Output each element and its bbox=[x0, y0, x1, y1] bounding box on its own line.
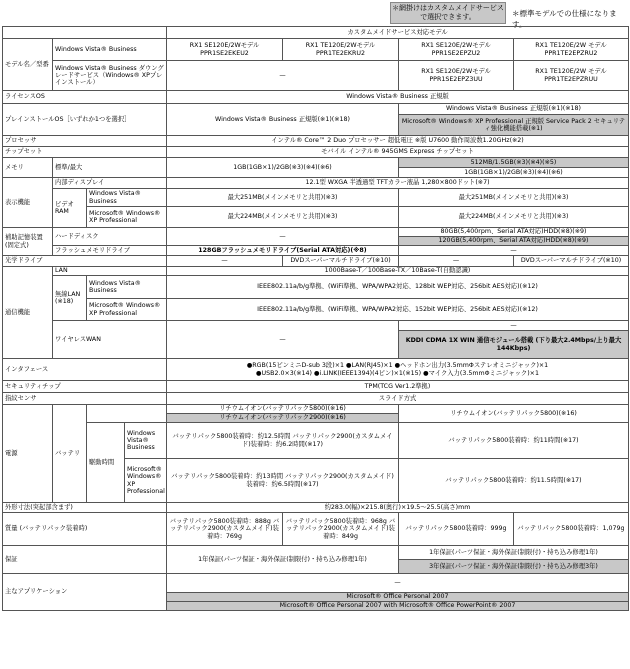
lan-value: 1000Base-T／100Base-TX／10Base-T(自動認識) bbox=[167, 267, 629, 276]
dimensions-value: 約283.0(幅)×215.8(奥行)×19.5〜25.5(高さ)mm bbox=[167, 503, 629, 513]
battery-spacer bbox=[87, 405, 167, 423]
processor-value: インテル® Core™ 2 Duo プロセッサー 超低電圧 ※版 U7600 動作周波数1.20GHz(※2) bbox=[167, 136, 629, 147]
runtime-xp-left: バッテリパック5800装着時：約13時間 バッテリパック2900(カスタムメイド)装着時：約6.5時間(※17) bbox=[167, 459, 399, 503]
vram-xp-right: 最大224MB(メインメモリと共用)(※3) bbox=[399, 207, 629, 228]
wlan-vista-label: Windows Vista® Business bbox=[87, 276, 167, 299]
preinstall-right-vista: Windows Vista® Business 正規版(※1)(※18) bbox=[399, 104, 629, 115]
flash-left: 128GBフラッシュメモリドライブ(Serial ATA対応)(※8) bbox=[167, 246, 399, 256]
interface-line-2: ●USB2.0×3(※14) ●i.LINK(IEEE1394)(4ピン)×1(※15) ●マイク入力(3.5mmΦミニジャック)×1 bbox=[256, 369, 539, 377]
header-spacer bbox=[3, 27, 167, 39]
wwan-label: ワイヤレスWAN bbox=[53, 321, 167, 359]
battery-left-5800: リチウムイオン(バッテリパック5800)(※16) bbox=[167, 405, 399, 414]
runtime-vista-left: バッテリパック5800装着時：約12.5時間 バッテリパック2900(カスタムメイド)装着時：約6.2時間(※17) bbox=[167, 423, 399, 459]
optical-label: 光学ドライブ bbox=[3, 256, 167, 267]
security-value: TPM(TCG Ver1.2準拠) bbox=[167, 381, 629, 393]
processor-label: プロセッサ bbox=[3, 136, 167, 147]
security-label: セキュリティチップ bbox=[3, 381, 167, 393]
runtime-xp-right: バッテリパック5800装着時：約11.5時間(※17) bbox=[399, 459, 629, 503]
wlan-vista-value: IEEE802.11a/b/g準拠、(WiFi準拠、WPA/WPA2対応、128bit WEP対応、256bit AES対応)(※12) bbox=[167, 276, 629, 299]
apps-label: 主なアプリケーション bbox=[3, 574, 167, 611]
optical-cell: — bbox=[167, 256, 283, 267]
warranty-left: 1年保証(パーツ保証・海外保証(制限付)・持ち込み修理1年) bbox=[167, 546, 399, 574]
vram-label: ビデオRAM bbox=[53, 189, 87, 228]
chipset-value: モバイル インテル® 945GMS Express チップセット bbox=[167, 147, 629, 158]
model-cell: RX1 SE120E/2Wモデル PPR1SE2EPZ3UU bbox=[399, 61, 514, 91]
model-downgrade-dash: — bbox=[167, 61, 399, 91]
model-cell: RX1 SE120E/2Wモデル PPR1SE2EKEU2 bbox=[167, 39, 283, 61]
model-cell: RX1 TE120E/2W モデル PPR1TE2EPZRU2 bbox=[514, 39, 629, 61]
model-vista-label: Windows Vista® Business bbox=[53, 39, 167, 61]
wwan-left: — bbox=[167, 321, 399, 359]
vram-vista-label: Windows Vista® Business bbox=[87, 189, 167, 207]
license-value: Windows Vista® Business 正規版 bbox=[167, 91, 629, 104]
header-title: カスタムメイドサービス対応モデル bbox=[167, 27, 629, 39]
internal-display-value: 12.1型 WXGA 半透過型 TFTカラー液晶 1,280×800ドット(※7) bbox=[167, 178, 629, 189]
memory-right-standard: 1GB(1GB×1)/2GB(※3)(※4)(※6) bbox=[399, 168, 629, 178]
interface-label: インタフェース bbox=[3, 359, 167, 381]
preinstall-left: Windows Vista® Business 正規版(※1)(※18) bbox=[167, 104, 399, 136]
vram-vista-left: 最大251MB(メインメモリと共用)(※3) bbox=[167, 189, 399, 207]
battery-left-2900: リチウムイオン(バッテリパック2900)(※16) bbox=[167, 414, 399, 423]
comm-label: 通信機能 bbox=[3, 267, 53, 359]
wlan-xp-label: Microsoft® Windows® XP Professional bbox=[87, 299, 167, 321]
model-downgrade-label: Windows Vista® Business ダウングレードサービス（Windows® XPプレインストール） bbox=[53, 61, 167, 91]
memory-sub-label: 標準/最大 bbox=[53, 158, 167, 178]
model-cell: RX1 TE120E/2W モデル PPR1TE2EPZRUU bbox=[514, 61, 629, 91]
hdd-label: ハードディスク bbox=[53, 228, 167, 246]
standard-model-note: ＊標準モデルでの仕様になります。 bbox=[512, 9, 617, 29]
warranty-right-3yr: 3年保証(パーツ保証・海外保証(制限付)・持ち込み修理3年) bbox=[399, 560, 629, 574]
interface-value bbox=[167, 359, 629, 381]
display-label: 表示機能 bbox=[3, 178, 53, 228]
wlan-label: 無線LAN (※18) bbox=[53, 276, 87, 321]
runtime-label: 駆動時間 bbox=[87, 423, 125, 503]
hdd-left: — bbox=[167, 228, 399, 246]
wwan-right-dash: — bbox=[399, 321, 629, 331]
license-label: ライセンスOS bbox=[3, 91, 167, 104]
custom-made-note: ＊網掛けはカスタムメイドサービスで選択できます。 bbox=[390, 2, 506, 24]
lan-label: LAN bbox=[53, 267, 167, 276]
hdd-right-120: 120GB(5,400rpm、Serial ATA対応)HDD(※8)(※9) bbox=[399, 237, 629, 246]
weight-cell: バッテリパック5800装着時：1,079g bbox=[514, 513, 629, 546]
flash-label: フラッシュメモリドライブ bbox=[53, 246, 167, 256]
vram-xp-left: 最大224MB(メインメモリと共用)(※3) bbox=[167, 207, 399, 228]
storage-label: 補助記憶装置(固定式) bbox=[3, 228, 53, 256]
weight-label: 質量 (バッテリパック装着時) bbox=[3, 513, 167, 546]
runtime-vista-label: Windows Vista® Business bbox=[125, 423, 167, 459]
battery-label: バッテリ bbox=[53, 405, 87, 503]
chipset-label: チップセット bbox=[3, 147, 167, 158]
fingerprint-value: スライド方式 bbox=[167, 393, 629, 405]
warranty-right-1yr: 1年保証(パーツ保証・海外保証(制限付)・持ち込み修理1年) bbox=[399, 546, 629, 560]
preinstall-label: プレインストールOS［いずれか1つを選択］ bbox=[3, 104, 167, 136]
weight-cell: バッテリパック5800装着時：968g バッテリパック2900(カスタムメイド)装着時：849g bbox=[283, 513, 399, 546]
runtime-xp-label: Microsoft® Windows® XP Professional bbox=[125, 459, 167, 503]
memory-left: 1GB(1GB×1)/2GB(※3)(※4)(※6) bbox=[167, 158, 399, 178]
dimensions-label: 外形寸法(突起部含まず) bbox=[3, 503, 167, 513]
apps-dash: — bbox=[167, 574, 629, 593]
weight-cell: バッテリパック5800装着時：999g bbox=[399, 513, 514, 546]
wlan-xp-value: IEEE802.11a/b/g準拠、(WiFi準拠、WPA/WPA2対応、152bit WEP対応、256bit AES対応)(※12) bbox=[167, 299, 629, 321]
power-label: 電源 bbox=[3, 405, 53, 503]
wwan-right-module: KDDI CDMA 1X WIN 通信モジュール搭載 (下り最大2.4Mbps/上り最大144Kbps) bbox=[399, 331, 629, 359]
preinstall-right-xp: Microsoft® Windows® XP Professional 正規版 Service Pack 2 セキュリティ強化機能搭載(※1) bbox=[399, 115, 629, 136]
model-cell: RX1 SE120E/2Wモデル PPR1SE2EPZU2 bbox=[399, 39, 514, 61]
hdd-right-80: 80GB(5,400rpm、Serial ATA対応)HDD(※8)(※9) bbox=[399, 228, 629, 237]
memory-label: メモリ bbox=[3, 158, 53, 178]
runtime-vista-right: バッテリパック5800装着時：約11時間(※17) bbox=[399, 423, 629, 459]
fingerprint-label: 指紋センサ bbox=[3, 393, 167, 405]
model-cell: RX1 TE120E/2Wモデル PPR1TE2EKRU2 bbox=[283, 39, 399, 61]
internal-display-label: 内部ディスプレイ bbox=[53, 178, 167, 189]
flash-right: — bbox=[399, 246, 629, 256]
optical-cell: DVDスーパーマルチドライブ(※10) bbox=[283, 256, 399, 267]
optical-cell: — bbox=[399, 256, 514, 267]
memory-right-custom: 512MB/1.5GB(※3)(※4)(※5) bbox=[399, 158, 629, 168]
apps-office-powerpoint: Microsoft® Office Personal 2007 with Microsoft® Office PowerPoint® 2007 bbox=[167, 602, 629, 611]
battery-right: リチウムイオン(バッテリパック5800)(※16) bbox=[399, 405, 629, 423]
vram-vista-right: 最大251MB(メインメモリと共用)(※3) bbox=[399, 189, 629, 207]
vram-xp-label: Microsoft® Windows® XP Professional bbox=[87, 207, 167, 228]
interface-line-1: ●RGB(15ピンミニD-sub 3段)×1 ●LAN(RJ45)×1 ●ヘッドホン出力(3.5mmΦステレオミニジャック)×1 bbox=[246, 362, 549, 370]
optical-cell: DVDスーパーマルチドライブ(※10) bbox=[514, 256, 629, 267]
weight-cell: バッテリパック5800装着時：888g バッテリパック2900(カスタムメイド)装着時：769g bbox=[167, 513, 283, 546]
model-label: モデル名／型番 bbox=[3, 39, 53, 91]
warranty-label: 保証 bbox=[3, 546, 167, 574]
spec-table bbox=[2, 26, 629, 611]
apps-office-personal: Microsoft® Office Personal 2007 bbox=[167, 593, 629, 602]
